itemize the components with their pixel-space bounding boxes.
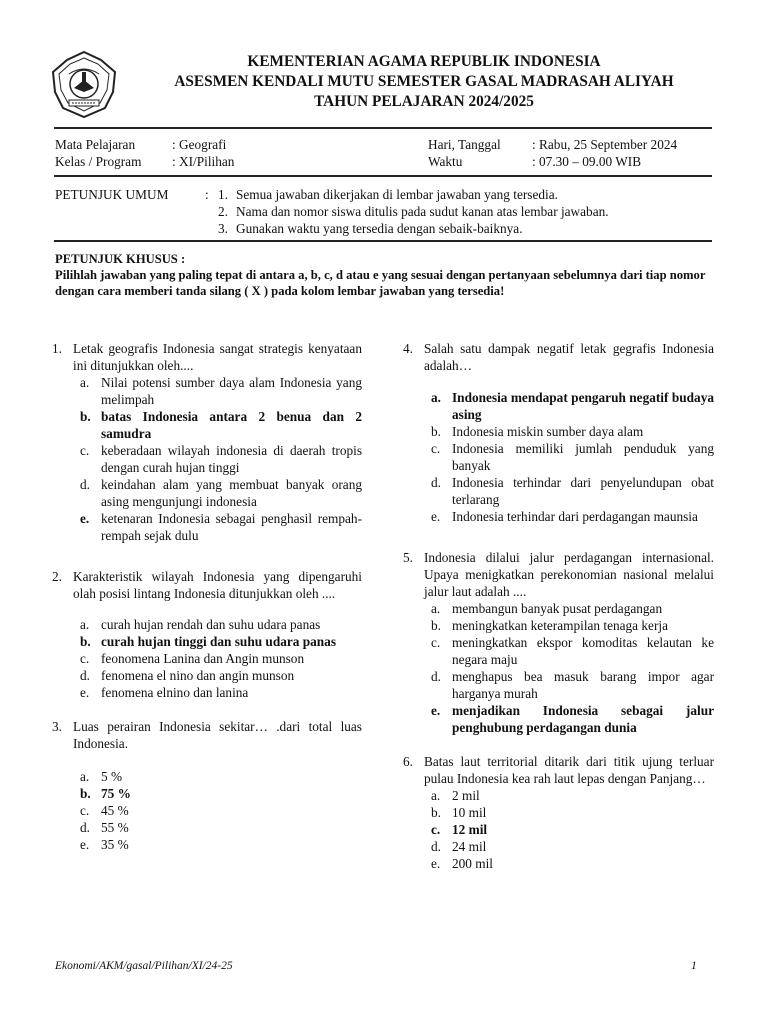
question-2 bbox=[52, 568, 362, 602]
exam-info-right bbox=[428, 136, 677, 170]
answer-option[interactable] bbox=[73, 768, 362, 785]
answer-option[interactable] bbox=[424, 600, 714, 617]
answer-option[interactable] bbox=[424, 821, 714, 838]
option-letter: c. bbox=[80, 651, 90, 666]
option-letter: b. bbox=[431, 805, 441, 820]
option-letter: b. bbox=[431, 424, 441, 439]
answer-option[interactable] bbox=[424, 423, 714, 440]
answer-option[interactable] bbox=[73, 819, 362, 836]
answer-option[interactable] bbox=[73, 684, 362, 701]
question-text: Indonesia dilalui jalur perdagangan internasional. Upaya menigkatkan perekonomian nasional melalui jalur laut adalah .... bbox=[424, 550, 714, 599]
option-text: 55 % bbox=[101, 820, 129, 835]
option-text: keindahan alam yang membuat banyak orang asing mengunjungi indonesia bbox=[101, 477, 362, 509]
option-letter: e. bbox=[431, 856, 441, 871]
option-text: 2 mil bbox=[452, 788, 480, 803]
footer-page-number: 1 bbox=[691, 960, 697, 972]
header-academic-year: TAHUN PELAJARAN 2024/2025 bbox=[314, 93, 534, 110]
option-text: feonomena Lanina dan Angin munson bbox=[101, 651, 305, 666]
option-letter: c. bbox=[80, 803, 90, 818]
option-letter: a. bbox=[431, 788, 441, 803]
option-text: 35 % bbox=[101, 837, 129, 852]
question-text: Salah satu dampak negatif letak gegrafis Indonesia adalah… bbox=[424, 341, 714, 373]
option-letter: d. bbox=[80, 668, 90, 683]
question-number: 1. bbox=[52, 341, 62, 356]
answer-option[interactable] bbox=[73, 442, 362, 476]
exam-info-left bbox=[55, 136, 234, 170]
option-text: 24 mil bbox=[452, 839, 487, 854]
option-letter: e. bbox=[431, 703, 441, 718]
answer-option[interactable] bbox=[73, 616, 362, 633]
answer-option[interactable] bbox=[73, 510, 362, 544]
specific-instructions-text: Pilihlah jawaban yang paling tepat di antara a, b, c, d atau e yang sesuai dengan pertanyaan sebelumnya dari tiap nomor dengan cara memberi tanda silang ( X ) pada kolom lembar jawaban yang tersedia! bbox=[55, 268, 706, 298]
answer-option[interactable] bbox=[424, 389, 714, 423]
option-letter: c. bbox=[431, 822, 441, 837]
subject-label: Mata Pelajaran bbox=[55, 137, 136, 152]
option-text: 75 % bbox=[101, 786, 131, 801]
option-letter: b. bbox=[80, 634, 91, 649]
time-label: Waktu bbox=[428, 154, 463, 169]
specific-instructions bbox=[55, 251, 712, 299]
instruction-text: Nama dan nomor siswa ditulis pada sudut kanan atas lembar jawaban. bbox=[236, 204, 609, 219]
specific-instructions-label: PETUNJUK KHUSUS : bbox=[55, 252, 186, 266]
option-text: 45 % bbox=[101, 803, 129, 818]
option-text: Indonesia memiliki jumlah penduduk yang banyak bbox=[452, 441, 714, 473]
answer-option[interactable] bbox=[73, 785, 362, 802]
instruction-number: 3. bbox=[218, 221, 228, 236]
answer-option[interactable] bbox=[73, 836, 362, 853]
question-5 bbox=[403, 549, 714, 600]
date-label: Hari, Tanggal bbox=[428, 137, 501, 152]
option-text: keberadaan wilayah indonesia di daerah tropis dengan curah hujan tinggi bbox=[101, 443, 362, 475]
header-exam-title: ASESMEN KENDALI MUTU SEMESTER GASAL MADRASAH ALIYAH bbox=[174, 73, 674, 90]
question-number: 5. bbox=[403, 550, 413, 565]
option-letter: d. bbox=[431, 475, 441, 490]
option-letter: a. bbox=[80, 617, 90, 632]
instruction-item bbox=[218, 220, 609, 237]
question-number: 3. bbox=[52, 719, 62, 734]
question-number: 6. bbox=[403, 754, 413, 769]
answer-option[interactable] bbox=[73, 476, 362, 510]
option-letter: a. bbox=[80, 769, 90, 784]
answer-option[interactable] bbox=[424, 440, 714, 474]
general-instructions-label: PETUNJUK UMUM bbox=[55, 187, 169, 202]
answer-option[interactable] bbox=[424, 634, 714, 668]
answer-option[interactable] bbox=[424, 668, 714, 702]
questions-left-column bbox=[52, 340, 362, 853]
option-letter: d. bbox=[431, 669, 441, 684]
date-value: : Rabu, 25 September 2024 bbox=[532, 137, 678, 152]
footer-document-code: Ekonomi/AKM/gasal/Pilihan/XI/24-25 bbox=[55, 960, 233, 972]
class-label: Kelas / Program bbox=[55, 154, 142, 169]
option-letter: e. bbox=[80, 511, 90, 526]
answer-option[interactable] bbox=[424, 702, 714, 736]
question-number: 4. bbox=[403, 341, 413, 356]
instruction-text: Semua jawaban dikerjakan di lembar jawaban yang tersedia. bbox=[236, 187, 558, 202]
document-header bbox=[100, 52, 748, 112]
question-text: Karakteristik wilayah Indonesia yang dipengaruhi olah posisi lintang Indonesia ditunjukkan oleh .... bbox=[73, 569, 362, 601]
header-ministry: KEMENTERIAN AGAMA REPUBLIK INDONESIA bbox=[247, 53, 601, 70]
question-number: 2. bbox=[52, 569, 62, 584]
option-letter: c. bbox=[80, 443, 90, 458]
question-text: Letak geografis Indonesia sangat strategis kenyataan ini ditunjukkan oleh.... bbox=[73, 341, 362, 373]
info-divider bbox=[54, 175, 712, 177]
question-text: Luas perairan Indonesia sekitar… .dari total luas Indonesia. bbox=[73, 719, 362, 751]
answer-option[interactable] bbox=[424, 508, 714, 525]
option-text: 200 mil bbox=[452, 856, 494, 871]
option-text: batas Indonesia antara 2 benua dan 2 samudra bbox=[101, 409, 362, 441]
time-value: : 07.30 – 09.00 WIB bbox=[532, 154, 642, 169]
subject-value: : Geografi bbox=[172, 137, 227, 152]
question-4 bbox=[403, 340, 714, 374]
option-letter: c. bbox=[431, 441, 441, 456]
instruction-number: 2. bbox=[218, 204, 228, 219]
option-text: meningkatkan ekspor komoditas kelautan ke negara maju bbox=[452, 635, 714, 667]
class-value: : XI/Pilihan bbox=[172, 154, 235, 169]
answer-option[interactable] bbox=[424, 804, 714, 821]
general-instructions-colon: : bbox=[205, 187, 209, 202]
option-letter: e. bbox=[80, 837, 90, 852]
question-text: Batas laut territorial ditarik dari titik ujung terluar pulau Indonesia kea rah laut lepas dengan Panjang… bbox=[424, 754, 714, 786]
option-letter: d. bbox=[431, 839, 441, 854]
instruction-number: 1. bbox=[218, 187, 228, 202]
general-instructions-list bbox=[218, 186, 609, 237]
option-letter: d. bbox=[80, 820, 90, 835]
answer-option[interactable] bbox=[424, 617, 714, 634]
option-letter: b. bbox=[80, 409, 91, 424]
option-text: curah hujan rendah dan suhu udara panas bbox=[101, 617, 321, 632]
option-letter: a. bbox=[431, 390, 441, 405]
option-letter: e. bbox=[431, 509, 441, 524]
answer-option[interactable] bbox=[73, 650, 362, 667]
header-divider bbox=[54, 127, 712, 129]
answer-option[interactable] bbox=[73, 633, 362, 650]
option-letter: d. bbox=[80, 477, 90, 492]
option-text: 12 mil bbox=[452, 822, 488, 837]
option-text: meningkatkan keterampilan tenaga kerja bbox=[452, 618, 668, 633]
option-text: Indonesia terhindar dari penyelundupan obat terlarang bbox=[452, 475, 714, 507]
question-6 bbox=[403, 753, 714, 787]
answer-option[interactable] bbox=[73, 667, 362, 684]
questions-right-column bbox=[403, 340, 714, 872]
option-text: Indonesia terhindar dari perdagangan maunsia bbox=[452, 509, 698, 524]
option-text: Indonesia mendapat pengaruh negatif budaya asing bbox=[452, 390, 714, 422]
instruction-item bbox=[218, 203, 609, 220]
option-text: 10 mil bbox=[452, 805, 487, 820]
option-letter: a. bbox=[80, 375, 90, 390]
option-letter: c. bbox=[431, 635, 441, 650]
option-text: Indonesia miskin sumber daya alam bbox=[452, 424, 644, 439]
option-letter: b. bbox=[431, 618, 441, 633]
answer-option[interactable] bbox=[424, 855, 714, 872]
answer-option[interactable] bbox=[424, 787, 714, 804]
instructions-divider bbox=[54, 240, 712, 242]
answer-option[interactable] bbox=[424, 838, 714, 855]
option-text: 5 % bbox=[101, 769, 123, 784]
option-text: menghapus bea masuk barang impor agar harganya murah bbox=[452, 669, 714, 701]
answer-option[interactable] bbox=[73, 374, 362, 408]
instruction-text: Gunakan waktu yang tersedia dengan sebaik-baiknya. bbox=[236, 221, 523, 236]
option-text: fenomena el nino dan angin munson bbox=[101, 668, 295, 683]
option-text: Nilai potensi sumber daya alam Indonesia yang melimpah bbox=[101, 375, 362, 407]
option-text: menjadikan Indonesia sebagai jalur penghubung perdagangan dunia bbox=[452, 703, 714, 735]
instruction-item bbox=[218, 186, 609, 203]
answer-option[interactable] bbox=[73, 802, 362, 819]
question-1 bbox=[52, 340, 362, 374]
option-text: curah hujan tinggi dan suhu udara panas bbox=[101, 634, 337, 649]
option-text: ketenaran Indonesia sebagai penghasil rempah-rempah sejak dulu bbox=[101, 511, 362, 543]
option-text: membangun banyak pusat perdagangan bbox=[452, 601, 663, 616]
question-3 bbox=[52, 718, 362, 752]
option-text: fenomena elnino dan lanina bbox=[101, 685, 249, 700]
answer-option[interactable] bbox=[73, 408, 362, 442]
option-letter: b. bbox=[80, 786, 91, 801]
answer-option[interactable] bbox=[424, 474, 714, 508]
option-letter: e. bbox=[80, 685, 90, 700]
option-letter: a. bbox=[431, 601, 441, 616]
